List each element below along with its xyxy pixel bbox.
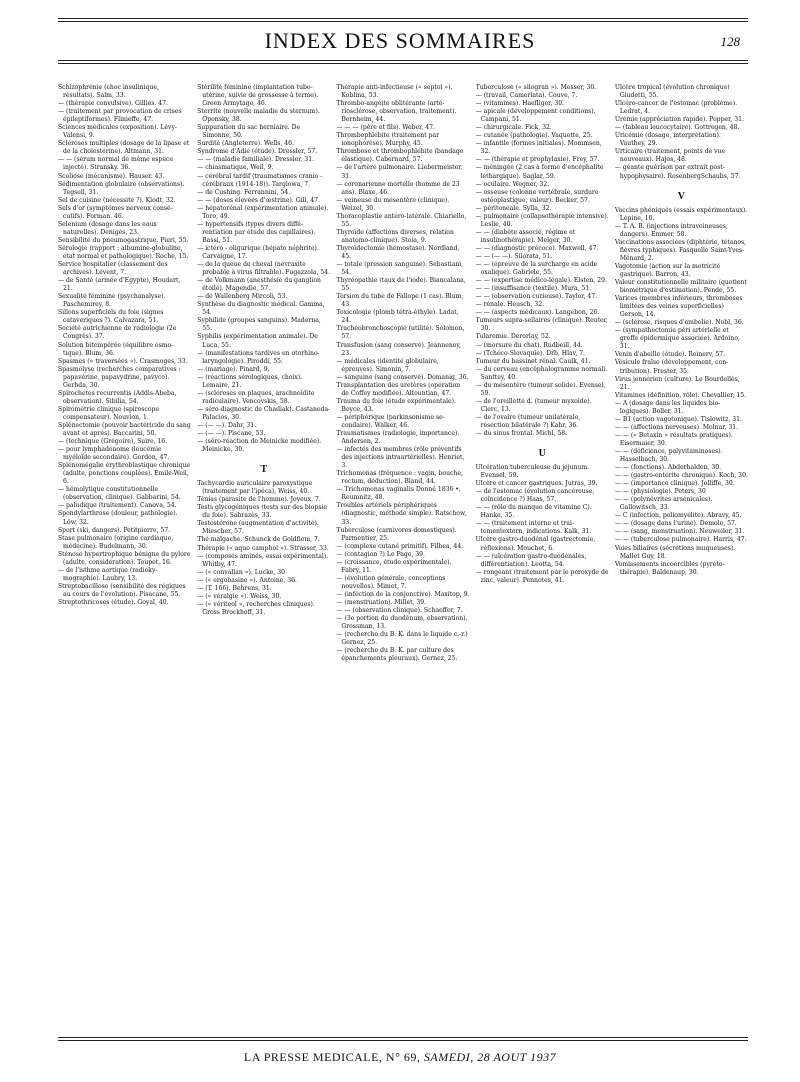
index-entry: — de l'isthme aortique (radiokymographie). Laubry, 13.: [58, 566, 158, 582]
index-entry: Thé malgache. Schunck de Goldfiem, 7.: [197, 536, 320, 544]
index-entry: Thyréopathie (taux de l'iode). Biancalana, 55.: [336, 277, 466, 293]
index-entry: — (« ergobasine »). Antoine, 36.: [197, 576, 297, 584]
index-column-2: [197, 84, 330, 774]
index-entry: — — (observation curieuse). Taylor, 47.: [475, 293, 598, 301]
index-entry: Testostérone (augmentation d'activité). Miescher, 57.: [197, 520, 319, 536]
page-title: INDEX DES SOMMAIRES: [264, 28, 536, 53]
index-entry: Vésicule fraîse (développement, contribution). Frester, 35.: [614, 359, 729, 375]
index-entry: Sexualité féminine (psychanalyse). Paschemirey, 8.: [58, 293, 166, 309]
index-entry: — médicales (identité globulaire, épreuves). Simonin, 7.: [336, 357, 439, 373]
index-entry: — — (épreuve de la surcharge en acide oxalique). Gabriele, 55.: [475, 261, 598, 277]
index-entry: — — (physiologie). Peters, 30: [614, 488, 706, 496]
index-entry: — — (fonctions). Abderhalden, 30.: [614, 464, 722, 472]
index-column-4: [476, 84, 609, 774]
index-entry: Syndrome d'Adie (étude). Dressler, 57.: [197, 148, 318, 156]
index-entry: — du cerveau (encéphalogramme normal). Santtey, 40.: [475, 365, 608, 381]
index-entry: Syphilide (groupes sanguins). Maderna, 55.: [197, 317, 321, 333]
index-entry: — — (observation clinique). Schaeffer, 7.: [336, 607, 463, 615]
index-entry: — — (— —). Silorata, 51.: [475, 252, 553, 260]
index-entry: — de Cushing. Ferrannini, 54.: [197, 188, 291, 196]
index-entry: Surdité (Angleterre). Wells, 46.: [197, 140, 294, 148]
index-entry: Thyroïde (affections diverses, relation anatomo-clinique). Stoia, 9.: [336, 228, 454, 244]
index-entry: — (complexe cutané primitif). Filbea, 44.: [336, 542, 464, 550]
index-entry: — (séro-réaction de Meinicke modifiée). Meinicke, 30.: [197, 438, 322, 454]
index-entry: — — (maladie familiale). Dressler, 31.: [197, 156, 315, 164]
index-entry: — sanguine (sang conservé). Domanig, 36.: [336, 373, 469, 381]
index-entry: Streptothricoses (étude). Goyal, 40.: [58, 599, 169, 606]
index-entry: Uricémie (dosage, interprétation). Vauthey, 29.: [614, 132, 721, 148]
index-entry: — — (sang, menstruation). Neuweiler, 31.: [614, 528, 745, 536]
index-entry: — (tableau leucocytaire). Gottregen, 48.: [614, 124, 740, 132]
index-entry: Trauma du foie (étude expérimentale). Boyce, 43.: [336, 397, 456, 413]
index-entry: Vitamines (définition, rôle). Chevallier, 15.: [614, 391, 747, 399]
index-entry: Venin d'abeille (étude). Reinerv, 57.: [614, 351, 726, 359]
index-entry: — — (importance clinique). Jolliffe, 30.: [614, 480, 735, 488]
index-entry: Toxicologie (plomb tétra-éthyle). Ladat, 24.: [336, 309, 459, 325]
index-entry: Torsion du tube de Fallope (1 cas). Blum, 43.: [336, 293, 464, 309]
index-entry: Thrombose et thrombophlébite (bandage élastique). Cabernard, 57.: [336, 148, 464, 164]
index-entry: Schizophrénie (choc insulinique, résultats). Salm, 33.: [58, 84, 159, 100]
index-entry: — (technique (Grégoire), Suire, 16.: [58, 438, 168, 446]
index-entry: — — (insuffisance (textile). Mura, 51.: [475, 285, 592, 293]
index-entry: — (Tchéco-Slovaquie). Drb, Hlav, 7.: [475, 349, 586, 357]
index-entry: — (— —). Dahr, 31.: [197, 421, 257, 429]
index-entry: Trachéobronchoscopie (utilité). Solomon, 57.: [336, 325, 465, 341]
index-entry: — (travail, Camerlata). Couve, 7.: [475, 92, 578, 100]
index-entry: — (menstruation). Millet, 39.: [336, 599, 427, 606]
index-entry: — de la queue de cheval (névraxite probable à virus filtrable). Fugazzola, 54.: [197, 261, 331, 277]
index-entry: — hémolytique constitutionnelle (observation, clinique). Gabbarini, 54.: [58, 486, 181, 502]
index-entry: — — (traitement interne et traitementextern, indications. Kalk, 31.: [475, 520, 592, 536]
index-entry: — totale (pression sanguine). Sebastiani, 54.: [336, 261, 464, 277]
index-entry: — (— —). Piscane, 53.: [197, 430, 266, 438]
index-entry: Tests glycogéniques (tests sur des biopsie du foie). Sabrazès, 33.: [197, 504, 327, 520]
index-entry: — (réactions sérologiques, choix). Lemaire, 21.: [197, 373, 303, 389]
index-entry: Vaccinations associées (diphtérie, tétanos, fièvres typhiques). Fasquelle Saint-Yves-Ménard, 2.: [614, 238, 747, 262]
index-entry: Service hospitalier (classement des archives). Lévent, 7.: [58, 261, 168, 277]
index-entry: — chirurgicale. Fick, 32.: [475, 124, 552, 132]
index-entry: — (morsure du chat). Rudbeill, 44.: [475, 341, 583, 349]
index-entry: — (manifestations tardives en otorhino-laryngologie). Piroddi, 55.: [197, 349, 320, 365]
index-entry: — (sclérose, risques d'embolie). Nobl, 36.: [614, 319, 744, 327]
index-entry: Sérologie (rapport : albumine-globuline, état normal et pathologique). Roche, 15.: [58, 244, 189, 260]
index-entry: Thrombophlébite (traitement par ionophorèse). Murphy, 45.: [336, 132, 440, 148]
index-entry: — A (dosage dans les liquides biologiques). Boller, 31.: [614, 399, 721, 415]
index-entry: — oculaire. Wegner, 32.: [475, 180, 550, 188]
index-entry: — osseuse (colonne vertébrale, surdure ostéoplastique, valeur). Becker, 57.: [475, 188, 599, 204]
index-entry: Scléroses multiples (dosage de la lipase et de la cholestérine). Altmann, 31.: [58, 140, 190, 156]
index-entry: — de l'ovaire (tumeur unilatérale, résection bilatérale ?) Kahr, 36.: [475, 413, 581, 429]
index-entry: — infectés des membres (rôle préventifs des injections intraartérielles). Henriet, 3.: [336, 446, 465, 470]
index-entry: Vaccins phéniqués (essais expérimentaux). Lépine, 10.: [614, 206, 748, 222]
index-entry: — (T. 166). Behrens, 31.: [197, 584, 272, 592]
index-entry: Syphilis (expérimentation animale). De Luca, 55.: [197, 333, 318, 349]
index-entry: — de l'oreillette d. (tumeur myxoïde). Clerc, 13.: [475, 397, 592, 413]
section-letter: V: [677, 190, 686, 202]
index-entry: — (« véralgie »). Weiss, 30.: [197, 592, 282, 600]
index-column-5: [615, 84, 748, 774]
index-entry: — paludique (traitement). Canova, 54.: [58, 502, 177, 510]
footer-date: SAMEDI, 28 AOUT 1937: [423, 1050, 557, 1064]
section-letter: T: [260, 464, 268, 476]
footer-journal: LA PRESSE MEDICALE, N° 69,: [243, 1050, 421, 1064]
index-entry: Valeur constitutionnelle militaire (quotient biométrique d'estimation). Pende, 55.: [614, 278, 747, 295]
index-entry: — (composés aminés, essai expérimental). Whitby, 47.: [197, 552, 329, 568]
index-entry: — rénale. Heusch, 32.: [475, 301, 545, 309]
index-entry: — (scléroses en plaques, arachnoïdite radiculaire). Vencovskis, 58.: [197, 389, 315, 405]
index-entry: Streptobacillose (sensibilité des régiques au cours de l'évolution). Pisacane, 55.: [58, 582, 186, 598]
index-entry: — — (expertise médico-légale). Elsten, 29.: [475, 277, 607, 285]
index-entry: — pulmonaire (collapsothérapie intensive). Leslie, 40.: [475, 212, 609, 228]
index-entry: Ulcère et cancer gastriques. Jutras, 39.: [475, 480, 598, 488]
index-entry: Sels d'or (symptômes nerveux consécutifs). Forman. 46.: [58, 204, 173, 220]
index-entry: — (3e portion du duodénum, observation). Grossman, 13.: [336, 615, 468, 631]
index-entry: — (infection de la conjonctive). Maxitop, 9.: [336, 590, 470, 598]
index-entry: Stérilité féminine (implantation tubo-utérine, suivie de grossesse à terme). Green Armytage, 46.: [197, 84, 319, 108]
index-entry: — cérébral tardif (traumatismes cranio - cérébraux (1914-18)). Targlowa, 7.: [197, 172, 323, 188]
index-entry: Thoracoplastie antéro-latérale. Chiariello, 55.: [336, 212, 467, 228]
index-entry: — (traitement par provocation de crises épileptiformes). Flinieffe, 47.: [58, 108, 182, 124]
index-entry: Ulcère gastro-duodénal (gastrectomie, réflexions). Mouchet, 6.: [475, 536, 596, 552]
index-columns: [58, 84, 748, 774]
index-entry: — — (diagnostic précoce). Maxwell, 47.: [475, 244, 599, 252]
index-entry: Tuberculose (carnivores domestiques). Parmentier, 25.: [336, 526, 457, 542]
index-entry: — C (infection, poliomyélite). Abravy, 45.: [614, 512, 742, 520]
index-entry: — — (dosage dans l'urine). Demole, 57.: [614, 520, 737, 528]
index-entry: — (« convallan »). Lucke, 30: [197, 568, 286, 576]
index-entry: Ulcération tuberculeuse du jéjunum. Evensel, 59.: [475, 464, 590, 480]
index-entry: Spirochetes recurrentis (Addis-Abeba, observation). Sibilia, 54.: [58, 389, 177, 405]
page-number: 128: [720, 34, 740, 49]
header-rule-lower: [58, 63, 748, 64]
index-entry: Spasmes (« traversées »). Crasmoges, 33.: [58, 357, 188, 365]
index-entry: — coronarienne mortelle (homme de 23 ans). Blaxe, 46.: [336, 180, 460, 196]
index-entry: — — (gastro-entérite chronique). Koch, 30.: [614, 472, 748, 480]
index-entry: — (contagion ?) Le Page, 39.: [336, 550, 425, 558]
index-entry: — pour lymphadénome (leucémie myéloïde secondaire). Gordon, 47.: [58, 446, 170, 462]
index-entry: Scoliose (mécanisme). Hauser. 43.: [58, 172, 165, 180]
index-entry: Thyroïdectomie (hémostase). Nordland, 45.: [336, 244, 460, 260]
index-entry: — (mariage). Pinard, 9.: [197, 365, 270, 373]
index-entry: — chiasmatique, Weil, 9.: [197, 164, 274, 172]
index-entry: — péritonéale. Sylla, 32.: [475, 204, 552, 212]
index-entry: — B1 (action vagotonique). Tislowitz, 31.: [614, 415, 742, 423]
index-entry: Sport (ski, dangers). Petitpierre, 57.: [58, 526, 171, 534]
index-entry: — de l'estomac (évolution cancéreuse, coïncidence ?) Haas, 57.: [475, 488, 595, 504]
index-entry: — de Santé (armée d'Egypte), Houdart, 21.: [58, 277, 181, 293]
index-entry: — rongeant (traitement par le peroxyde de zinc, valeur). Pennotes, 41.: [475, 568, 609, 584]
index-entry: — — (ulcération gastro-duodénales, différentiation). Leotta, 54.: [475, 552, 587, 568]
index-entry: — — (thérapie et prophylaxie). Frey, 57.: [475, 156, 600, 164]
index-entry: Urticaire (traitement, points de vue nouveaux). Hajos, 48.: [614, 148, 726, 164]
index-entry: Traumatismes (radiologie, importance). Andersen, 2.: [336, 430, 460, 446]
index-entry: Vagotomie (action sur la motricité gastrique). Barron, 43.: [614, 262, 721, 278]
index-entry: Spasmolyse (recherches comparatives : papavérine, papavydrine, pavyco). Gerhda, 30.: [58, 365, 181, 389]
header-rule-upper: [58, 60, 748, 61]
index-entry: — (recherche du B. K. par culture des épanchements pleuraux). Gernez, 25.: [336, 647, 458, 663]
index-entry: Transplantation des uretères (opération de Coffey modifiée). Altountian, 47.: [336, 381, 461, 397]
index-entry: — — (« Betaxin » résultats pratiques). Eisermaier, 30.: [614, 431, 733, 447]
index-entry: Varices (membres inférieurs, thromboses limitées des veines superficielles) Gerson, 14.: [614, 295, 743, 319]
index-entry: — — (doses élevées d'œstrine). Gill, 47.: [197, 196, 320, 204]
index-column-1: [58, 84, 191, 774]
index-entry: Ulcère tropical (évolution chronique) Giudetti, 55.: [614, 84, 730, 100]
index-column-3: [336, 84, 469, 774]
index-entry: — Trichomonas vaginalis Donné 1836 •. Reumnitz, 48.: [336, 486, 461, 502]
index-entry: Spondylarthrose (douleur, pathologie). Löw, 32.: [58, 510, 178, 526]
index-entry: Tumeur du bassinet rénal. Caulk, 41.: [475, 357, 591, 365]
index-entry: Vomissements incoercibles (pyrétothérapie). Baldenaup, 30.: [614, 560, 725, 576]
index-entry: Transfusion (sang conservé). Jeanneney, 23.: [336, 341, 461, 357]
index-entry: — — (rôle du manque de vitamine C). Hanke, 35.: [475, 504, 592, 520]
index-entry: — — (tuberculose pulmonaire). Harris, 47.: [614, 536, 747, 544]
index-entry: — ictéro - oligurique (hépato néphrite). Carvaigne, 17.: [197, 244, 319, 260]
index-entry: — apicale (développement conditions). Campani, 51.: [475, 108, 596, 124]
index-entry: — hypertensifs (types divers différentiation par étude des capillaires). Bassi, 51.: [197, 220, 316, 244]
footer: [0, 1050, 800, 1065]
index-entry: — — (polynévrites arsénicales). Gallowitsch, 33.: [614, 496, 713, 512]
index-entry: — (sympathectomie péri artérielle et greffe épidermique associée). Ardoino, 31.: [614, 327, 740, 351]
index-entry: — de Volkmann (anesthésie du ganglion étoilé). Magendie, 57.: [197, 277, 321, 293]
index-entry: Thrombo-angéite oblitérante (artériosclérose, observation, traitement). Bernheim, 44.: [336, 100, 457, 124]
index-entry: Virus jennérien (culture). Le Bourdellès, 21.: [614, 375, 740, 391]
index-entry: Sédimentation globulaire (observations). Tegsell, 31.: [58, 180, 185, 196]
top-rule-outer: [58, 18, 748, 19]
index-entry: Thérapie (« aquo camphol »). Strasser, 33.: [197, 544, 329, 552]
footer-rule-lower: [58, 1040, 748, 1041]
index-entry: Tularemie. Derorlay, 52.: [475, 333, 551, 341]
index-entry: Sterrite (nouvelle maladie du sternum). Oponsky, 38.: [197, 108, 320, 124]
index-entry: Suppuration du sac herniaire. De Simonne, 50.: [197, 124, 301, 140]
index-entry: — cutanée (pathologie). Vaquette, 25.: [475, 132, 593, 140]
index-entry: Tuberculose (« silogran »). Messer, 30.: [475, 84, 597, 91]
index-entry: Sténose hypertrophique bénigne du pylore (adulte, considération). Toupet, 16.: [58, 550, 191, 566]
index-entry: Ulcéro-cancer de l'estomac (problème). Ledrat, 4.: [614, 100, 738, 116]
index-entry: Urémie (appréciation rapide). Popper, 31.: [614, 116, 744, 124]
index-entry: Trichomonas (fréquence : vagin, bouche, rectum, déduction). Bland, 44.: [336, 470, 463, 486]
index-entry: — (« vériteol », recherches cliniques). Gross Brockhoff, 31.: [197, 600, 315, 616]
index-entry: — (thérapie convulsive). Gillies. 47.: [58, 100, 168, 108]
index-entry: Ténias (parasite de l'homme). Joyeux, 7.: [197, 496, 321, 504]
index-entry: Tachycardie auriculaire paroxystique (traitement par l'ipéca), Weiss, 40.: [197, 480, 313, 496]
index-entry: — de l'artère pulmonaire. Liebermeister, 31.: [336, 164, 463, 180]
index-entry: — géante guérison par extrait posthypophysaire). RosenbergSchaubs, 57.: [614, 164, 741, 180]
index-entry: Splénectomie (pouvoir bactéricide du sang avant et après). Baccarini, 50.: [58, 421, 191, 438]
index-entry: Sel de cuisine (nécessité ?). Klodt, 32.: [58, 196, 176, 204]
index-entry: Splénomégalie érythroblastique chronique (adulte, ponctions couplées). Emile-Weil, 6.: [58, 462, 191, 486]
index-entry: Sillons superficiels du foie (signes cataveriques ?). Calvazara, 51.: [58, 309, 164, 325]
index-entry: Solution bitempérée (équilibre osmotique). Blum, 36.: [58, 341, 174, 357]
index-entry: — — — (père et fils). Weber, 47.: [336, 124, 435, 132]
index-entry: — séro-diagnostic de Chadiak). Castaneda-Palacios, 30.: [197, 405, 331, 421]
index-entry: Synthèse du diagnostic médical. Gamma, 54.: [197, 301, 325, 317]
index-entry: Stase pulmonaire (origine cardiaque, médecine). Budelmann, 30.: [58, 534, 174, 550]
index-entry: — périphérique (parkinsonisme secondaire). Walker, 46.: [336, 413, 445, 429]
index-entry: — de Wallenberg Mircoli, 53.: [197, 293, 288, 301]
index-entry: Spirométrie clinique (spiroscope compensateur). Nouvion, 1.: [58, 405, 160, 421]
index-entry: Société autrichienne de radiologie (2e Congrès). 37.: [58, 325, 177, 341]
index-entry: Tumeurs supra-sellaires (clinique). Reuter, 30.: [475, 317, 608, 333]
index-entry: — — (aspects médicaux). Langebon, 26.: [475, 309, 600, 317]
index-entry: — (vitamines). Haefliger, 30.: [475, 100, 565, 108]
index-entry: — (croissance, étude expérimentale). Fabry, 11.: [336, 558, 452, 574]
index-entry: Voies biliaires (sécrétions muqueuses). Mallet Guy, 18.: [614, 544, 736, 560]
index-entry: — (recherche du B. K. dans le liquide c.-r.) Gernez, 25.: [336, 631, 468, 647]
index-entry: — infantile (formes initiales). Mommsen, 32.: [475, 140, 602, 156]
index-entry: — — (sérum normal de même espèce injecté). Stransky. 36.: [58, 156, 173, 172]
index-entry: — méningée (2 cas à forme d'encéphalite léthargique). Saglar, 59.: [475, 164, 604, 180]
index-entry: Troubles artériels périphériques (diagnostic, méthode simple). Ratschow, 33.: [336, 502, 467, 526]
index-entry: — du mésentère (tumeur solide). Evensel, 59.: [475, 381, 606, 397]
index-entry: — (évolution générale, conceptions nouvelles). Mimet, 7.: [336, 574, 446, 590]
index-entry: — — (déficience, polyvitaminoses). Hasselbach, 30.: [614, 447, 723, 464]
index-entry: — veineuse du mésentère (clinique). Weizel, 30.: [336, 196, 450, 212]
index-entry: — T. A. B. (injections intraveineuses, dangers). Emmer, 58.: [614, 222, 728, 238]
index-entry: Sciences médicales (exposition). Lévy-Valensi, 9.: [58, 124, 177, 140]
section-letter: U: [538, 448, 546, 460]
index-entry: — — (diabète associé, régime et insulinothérapie). Melger, 30.: [475, 228, 576, 244]
index-entry: — du sinus frontal. Michl, 58.: [475, 430, 568, 438]
footer-rule-upper: [58, 1037, 748, 1038]
top-rule-inner: [58, 21, 748, 22]
index-entry: — — (affections nerveuses). Molnar, 31.: [614, 423, 739, 431]
index-entry: Selenium (dosage dans les eaux naturelles). Denigès, 23.: [58, 220, 157, 236]
index-entry: Thérapie anti-infectieuse (« septol »). Koblina, 53.: [336, 84, 453, 100]
index-entry: Sensibilité du pneumogastrique. Pieri, 55.: [58, 236, 189, 244]
index-entry: — hépatorénal (expérimentation animale). Toro, 49.: [197, 204, 329, 220]
